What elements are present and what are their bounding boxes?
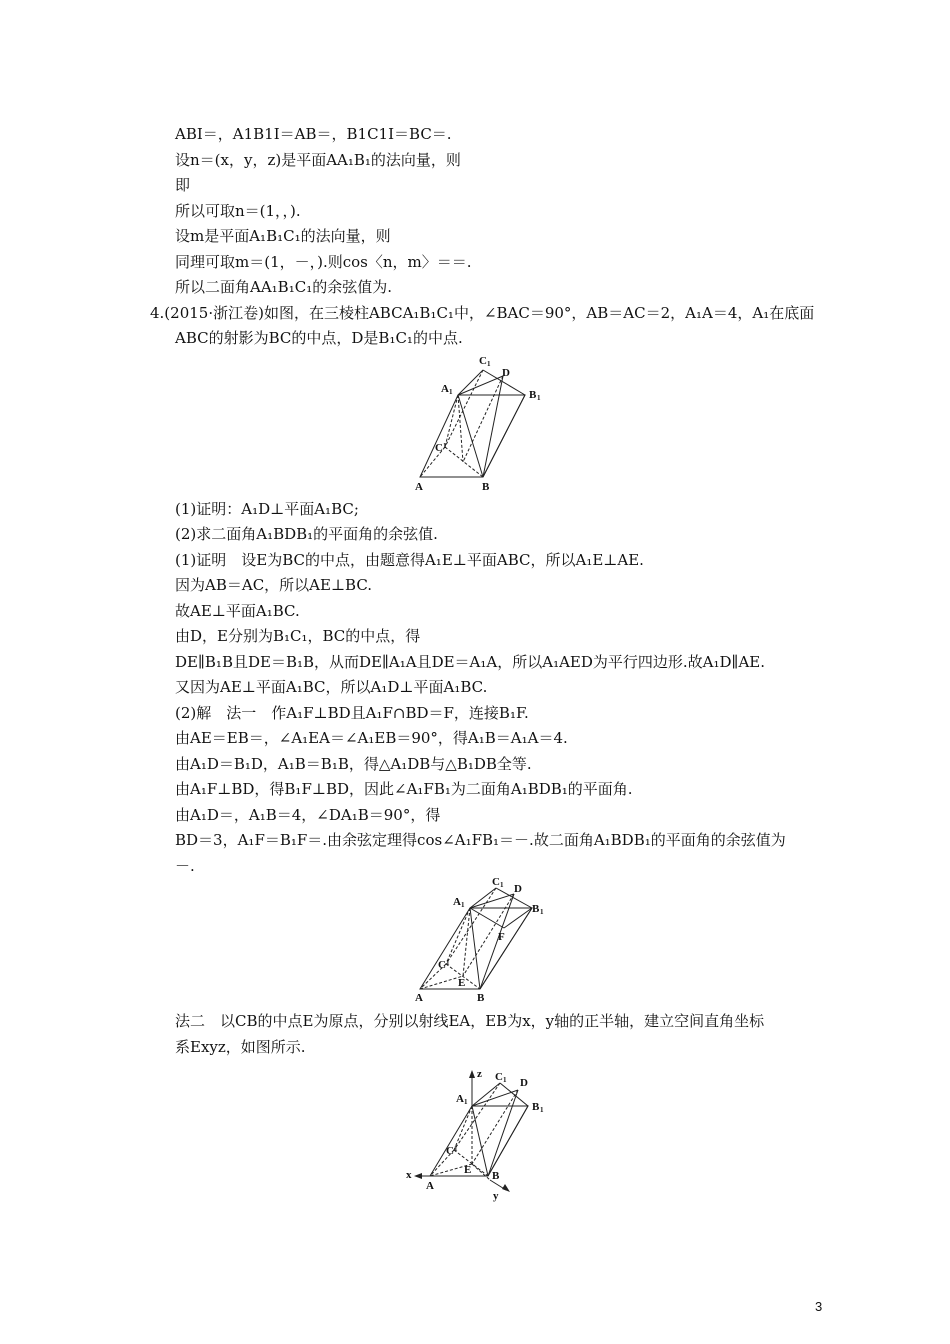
label-a: A bbox=[415, 481, 423, 493]
label-z: z bbox=[477, 1068, 482, 1080]
label-a: A bbox=[415, 992, 423, 1004]
label-sub: 1 bbox=[540, 1106, 544, 1114]
text-line: BD＝3，A₁F＝B₁F＝.由余弦定理得cos∠A₁FB₁＝－.故二面角A₁BDB₁的平面角的余弦值为 bbox=[175, 831, 786, 849]
label-b1: B bbox=[529, 389, 537, 401]
label-f: F bbox=[498, 931, 505, 943]
text-line: 由A₁D＝，A₁B＝4，∠DA₁B＝90°，得 bbox=[175, 806, 441, 824]
label-sub: 1 bbox=[464, 1098, 468, 1106]
label-sub: 1 bbox=[487, 360, 491, 368]
label-c1: C bbox=[492, 876, 500, 888]
label-a1: A bbox=[441, 383, 449, 395]
label-sub: 1 bbox=[449, 388, 453, 396]
text-line: 设n＝(x，y，z)是平面AA₁B₁的法向量，则 bbox=[175, 151, 461, 169]
label-y: y bbox=[493, 1190, 499, 1202]
label-e: E bbox=[464, 1164, 472, 1176]
label-sub: 1 bbox=[461, 901, 465, 909]
label-sub: 1 bbox=[540, 908, 544, 916]
text-line: 所以二面角AA₁B₁C₁的余弦值为. bbox=[175, 278, 392, 296]
label-c: C bbox=[435, 442, 443, 454]
prism-figure-2 bbox=[408, 876, 548, 1004]
label-a: A bbox=[426, 1180, 434, 1192]
label-sub: 1 bbox=[443, 442, 447, 450]
text-line: 设m是平面A₁B₁C₁的法向量，则 bbox=[175, 227, 391, 245]
text-line: 由A₁D＝B₁D，A₁B＝B₁B，得△A₁DB与△B₁DB全等. bbox=[175, 755, 532, 773]
text-line: 同理可取m＝(1，－，).则cos〈n，m〉＝＝. bbox=[175, 253, 472, 271]
text-line: 由AE＝EB＝，∠A₁EA＝∠A₁EB＝90°，得A₁B＝A₁A＝4. bbox=[175, 729, 568, 747]
label-b1: B bbox=[532, 903, 540, 915]
label-sub: 1 bbox=[537, 394, 541, 402]
text-line: 因为AB＝AC，所以AE⊥BC. bbox=[175, 576, 373, 594]
text-line: ABC的射影为BC的中点，D是B₁C₁的中点. bbox=[175, 329, 463, 347]
label-x: x bbox=[406, 1169, 412, 1181]
label-c1: C bbox=[495, 1071, 503, 1083]
label-sub: 1 bbox=[503, 1076, 507, 1084]
text-line: 由A₁F⊥BD，得B₁F⊥BD，因此∠A₁FB₁为二面角A₁BDB₁的平面角. bbox=[175, 780, 633, 798]
label-sub: 1 bbox=[500, 881, 504, 889]
label-d: D bbox=[502, 367, 510, 379]
label-a1: A bbox=[453, 896, 461, 908]
label-b: B bbox=[482, 481, 490, 493]
label-e: E bbox=[458, 977, 466, 989]
label-c: C bbox=[446, 1145, 454, 1157]
label-c: C bbox=[438, 959, 446, 971]
label-b: B bbox=[492, 1170, 500, 1182]
text-line: (1)证明：A₁D⊥平面A₁BC; bbox=[175, 500, 359, 518]
text-line: DE∥B₁B且DE＝B₁B，从而DE∥A₁A且DE＝A₁A，所以A₁AED为平行四边形.故A₁D∥AE. bbox=[175, 653, 766, 671]
text-line: －. bbox=[175, 857, 195, 875]
text-line: 由D，E分别为B₁C₁，BC的中点，得 bbox=[175, 627, 421, 645]
prism-figure-3-coordinates bbox=[400, 1068, 560, 1202]
text-line: 所以可取n＝(1，，). bbox=[175, 202, 301, 220]
text-line: (1)证明 设E为BC的中点，由题意得A₁E⊥平面ABC，所以A₁E⊥AE. bbox=[175, 551, 644, 569]
text-line: (2)求二面角A₁BDB₁的平面角的余弦值. bbox=[175, 525, 438, 543]
text-line: 又因为AE⊥平面A₁BC，所以A₁D⊥平面A₁BC. bbox=[175, 678, 488, 696]
text-line: 法二 以CB的中点E为原点，分别以射线EA，EB为x，y轴的正半轴，建立空间直角坐标 bbox=[175, 1012, 765, 1030]
problem-4-statement: 4.(2015·浙江卷)如图，在三棱柱ABCA₁B₁C₁中，∠BAC＝90°，AB＝AC＝2，A₁A＝4，A₁在底面 bbox=[150, 304, 815, 322]
label-c1: C bbox=[479, 355, 487, 367]
page-number: 3 bbox=[815, 1299, 823, 1314]
text-line: 系Exyz，如图所示. bbox=[175, 1038, 306, 1056]
label-b1: B bbox=[532, 1101, 540, 1113]
text-line: 故AE⊥平面A₁BC. bbox=[175, 602, 300, 620]
text-line: 即 bbox=[175, 176, 191, 194]
label-d: D bbox=[514, 883, 522, 895]
label-a1: A bbox=[456, 1093, 464, 1105]
label-d: D bbox=[520, 1077, 528, 1089]
label-b: B bbox=[477, 992, 485, 1004]
text-line: (2)解 法一 作A₁F⊥BD且A₁F∩BD＝F，连接B₁F. bbox=[175, 704, 529, 722]
label-sub: 1 bbox=[454, 1145, 458, 1153]
prism-figure-1 bbox=[405, 352, 540, 494]
label-sub: 1 bbox=[446, 959, 450, 967]
text-line: ABI＝，A1B1I＝AB＝，B1C1I＝BC＝. bbox=[175, 125, 452, 143]
